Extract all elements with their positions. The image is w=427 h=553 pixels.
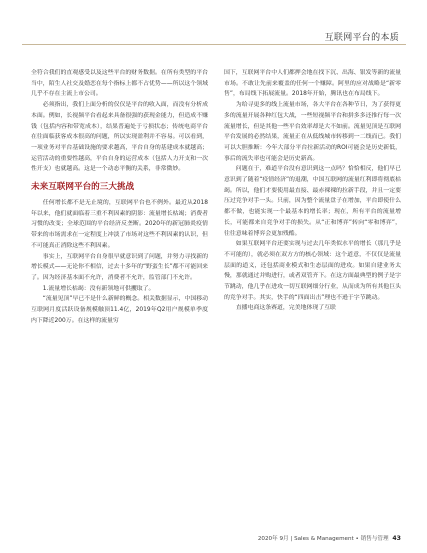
- left-text-column: [31, 68, 208, 326]
- footer-separator: |: [290, 536, 293, 542]
- left-paragraph-1: 全符合我们的直观感受以及这些平台的财务数据。在所有类型的平台当中，陌生人社交及婚恋在每个指标上都不占优势——所以这个领域几乎不存在主流上市公司。: [31, 70, 208, 98]
- right-paragraph-4: 如果互联网平台还要实现与过去几年类似水平的增长（那几乎是不可能的），就必须在双方方的核心领域：这个道意，不仅仅是流量层面的道义，还包括商业模式和生态层面的进攻。如果自建业务太慢，那就通过并购进行，或者双管齐下。在这方面最典型的例子是字节跳动，他几乎在进攻一切互联网细分行业，从而成为所有其他巨头的竞争对手。其实，快手的“四面出击”理也不逊于字节跳动。: [224, 241, 401, 301]
- left-paragraph-4: 事实上，互联网平台自身很早就意识到了问题，并努力寻找新的增长模式——无论你不相信，过去十多年的“野蛮生长”都不可能回来了。因为经济基本面不允许，消费者不允许，监管部门不允许。: [31, 253, 208, 281]
- section-heading: 未来互联网平台的三大挑战: [31, 182, 135, 193]
- footer-magazine: Sales & Management: [294, 536, 354, 542]
- left-paragraph-6: “流量见顶”早已不是什么新鲜的概念。相关数据显示，中国移动互联网月度活跃设备规模触顶11.4亿，2019年Q2用户规模单季度内下降近200万。在这样的流量穷: [31, 296, 208, 324]
- footer-separator-2: •: [355, 536, 359, 542]
- page-footer: [258, 534, 401, 542]
- right-text-column: [224, 68, 401, 314]
- right-paragraph-3: 问题在于，难道平台没有意识到这一点吗？恰恰相反，他们早已意识到了随着“疫情经济”的退潮，中国互联网的流量红利即将彻底枯竭。所以，他们才要使用最直接、最赤裸裸的拉新手段，并且一定要压过竞争对手一头。只前，因为整个流量盘子在增加，平台即使什么都不做，也能实现一个最基本的增长率；现在，所有平台的流量增长，可能都来自竞争对手的损失。从“正和博弈”转向“零和博弈”，往往意味着博弈会更加残酷。: [224, 166, 401, 237]
- left-paragraph-5: 1.流量增长枯竭：没有新领地可供攫取了。: [42, 285, 155, 292]
- footer-magazine-cn: 销售与管理: [360, 536, 389, 542]
- right-paragraph-5: 直播电商这条赛道，完美地体现了互联: [235, 305, 336, 312]
- left-paragraph-3: 任何增长都不是无止境的，互联网平台也不例外。最近从2018年以来，他们就面临着三重不利因素的阴影：流量增长枯竭；消费者习惯的改变；全球范围的平台经济反垄断。2020年的新冠肺炎疫情带来的市场需求在一定程度上冲淡了市场对这些不利因素的认识，但不可能真正消除这些不利因素。: [31, 200, 208, 249]
- right-paragraph-1: 国下，互联网平台中人们都押会地在找下沉、出海、银发等新的流量市场。不敢让先前来覆盖的任何一个赚障。阿里的应对战略是“新零售”，布局线下拓展流量。2018年开始，腾讯也在布局线下。: [224, 70, 401, 98]
- left-paragraph-2: 必须指出，我们上面分析的仅仅是平台的收入面，而没有分析成本面。例如，长视频平台看起来具备很强的获现金能力，但造成不赚钱（包括内容和带宽成本），结果普遍处于亏损状态；传统电商平台在往面临获客成本很高的问题，所以实现盈利并不容易。可以看到，一项业务对平台基础设施的要求越高，平台自身的基建成本就越高；运营活动的重要性越高，平台自身的运营成本（包括人力开支和一次性开支）也就越高。这是一个动态平衡的关系，非常微妙。: [31, 102, 208, 173]
- right-paragraph-2: 为给寻更多的线上流量市场，各大平台在各种节日，为了获得更多的流量开展各种红包大战，一些短视频平台和拼多多还推行每一次流量增长，但是其他一些平台效率却是大不如前。流量见顶是互联网平台发展的必然结果，流量正在从低线城市转移到一二线而已。我们可以大胆推断：今年大部分平台拉新活动的ROI可能会是历史新低，事后的流失率也可能会是历史新高。: [224, 102, 401, 162]
- footer-issue: 2020年 9月: [257, 536, 289, 542]
- page-number: 43: [392, 535, 401, 542]
- running-header-title: 互联网平台的本质: [324, 33, 399, 43]
